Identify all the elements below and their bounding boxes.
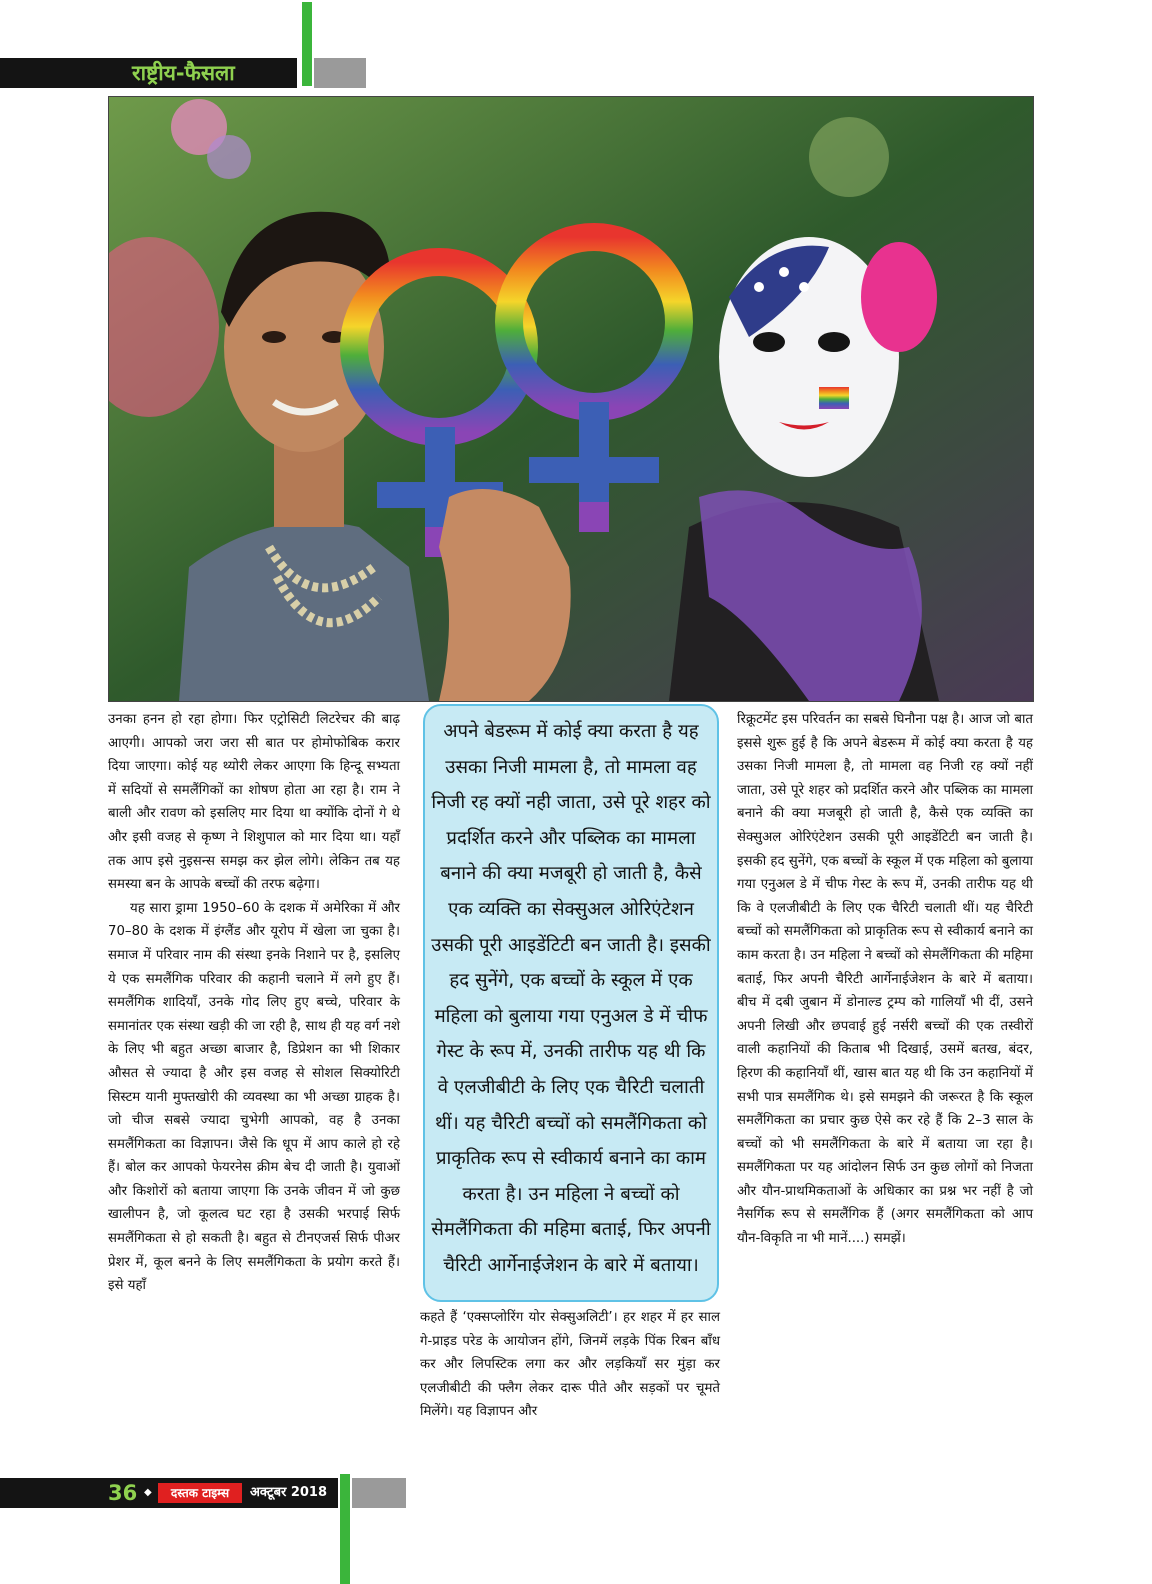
header-gray-block — [314, 58, 366, 88]
magazine-logo: दस्तक टाइम्स — [158, 1483, 242, 1503]
footer-green-stripe — [340, 1474, 350, 1584]
article-column-left — [108, 708, 400, 1298]
article-column-right — [737, 708, 1033, 1251]
header-green-stripe — [302, 2, 312, 86]
footer-gray-block — [352, 1478, 406, 1508]
paragraph: उनका हनन हो रहा होगा। फिर एट्रोसिटी लिटरेचर की बाढ़ आएगी। आपको जरा जरा सी बात पर होमोफोबिक करार दिया जाएगा। कोई यह थ्योरी लेकर आएगा कि हिन्दू सभ्यता में सदियों से समलैंगिकों का शोषण होता आ रहा है। राम ने बाली और रावण को इसलिए मार दिया था क्योंकि दोनों गे थे और इसी वजह से कृष्ण ने शिशुपाल को मार दिया था। यहाँ तक आप इसे नुइसन्स समझ कर झेल लोगे। लेकिन तब यह समस्या बन के आपके बच्चों की तरफ बढ़ेगा। — [108, 712, 400, 893]
issue-date: अक्टूबर 2018 — [250, 1485, 328, 1500]
pull-quote: अपने बेडरूम में कोई क्या करता है यह उसका निजी मामला है, तो मामला वह निजी रह क्यों नही जाता, उसे पूरे शहर को प्रदर्शित करने और पब्लिक का मामला बनाने की क्या मजबूरी हो जाती है, कैसे एक व्यक्ति का सेक्सुअल ओरिएंटेशन उसकी पूरी आइडेंटिटी बन जाती है। इसकी हद सुनेंगे, एक बच्चों के स्कूल में एक महिला को बुलाया गया एनुअल डे में चीफ गेस्ट के रूप में, उनकी तारीफ यह थी कि वे एलजीबीटी के लिए एक चैरिटी चलाती थीं। यह चैरिटी बच्चों को समलैंगिकता को प्राकृतिक रूप से स्वीकार्य बनाने का काम करता है। उन महिला ने बच्चों को सेमलैंगिकता की महिमा बताई, फिर अपनी चैरिटी आर्गेनाईजेशन के बारे में बताया। — [423, 704, 719, 1302]
page-number: 36 — [108, 1481, 138, 1505]
section-label: राष्ट्रीय-फैसला — [132, 61, 235, 85]
paragraph: रिक्रूटमेंट इस परिवर्तन का सबसे घिनौना पक्ष है। आज जो बात इससे शुरू हुई है कि अपने बेडरूम में कोई क्या करता है यह उसका निजी मामला है, तो मामला वह निजी रह क्यों नहीं जाता, उसे पूरे शहर को प्रदर्शित करने और पब्लिक का मामला बनाने की क्या मजबूरी हो जाती है, कैसे एक व्यक्ति का सेक्सुअल ओरिएंटेशन उसकी पूरी आइडेंटिटी बन जाती है। इसकी हद सुनेंगे, एक बच्चों के स्कूल में एक महिला को बुलाया गया एनुअल डे में चीफ गेस्ट के रूप में, उनकी तारीफ यह थी कि वे एलजीबीटी के लिए एक चैरिटी चलाती थीं। यह चैरिटी बच्चों को समलैंगिकता को प्राकृतिक रूप से स्वीकार्य बनाने का काम करता है। उन महिला ने बच्चों को सेमलैंगिकता की महिमा बताई, फिर अपनी चैरिटी आर्गेनाईजेशन के बारे में बताया। बीच में दबी जुबान में डोनाल्ड ट्रम्प को गालियाँ भी दीं, उसने अपनी लिखी और छपवाई हुई नर्सरी बच्चों की एक तस्वीरों वाली कहानियों की किताब भी दिखाई, उसमें बतख, बंदर, हिरण की कहानियाँ थीं, खास बात यह थी कि उन कहानियों में सभी पात्र समलैंगिक थे। इसे समझने की जरूरत है कि स्कूल समलैंगिकता का प्रचार कुछ ऐसे कर रहे हैं कि 2–3 साल के बच्चों को भी समलैंगिकता के बारे में बताया जा रहा है। समलैंगिकता पर यह आंदोलन सिर्फ उन कुछ लोगों को निजता और यौन-प्राथमिकताओं के अधिकार का प्रश्न भर नहीं है जो नैसर्गिक रूप से समलैंगिक हैं (अगर समलैंगिकता को आप यौन-विकृति ना भी मानें....) समझें। — [737, 712, 1033, 1247]
article-column-middle — [420, 1306, 720, 1424]
paragraph: कहते हैं ‘एक्सप्लोरिंग योर सेक्सुअलिटी’। हर शहर में हर साल गे-प्राइड परेड के आयोजन होंगे, जिनमें लड़के पिंक रिबन बाँध कर और लिपस्टिक लगा कर और लड़कियाँ सर मुंड़ा कर एलजीबीटी की फ्लैग लेकर दारू पीते और सड़कों पर चूमते मिलेंगे। यह विज्ञापन और — [420, 1310, 720, 1420]
article-photo — [108, 96, 1034, 702]
paragraph: यह सारा ड्रामा 1950–60 के दशक में अमेरिका में और 70–80 के दशक में इंग्लैंड और यूरोप में खेला जा चुका है। समाज में परिवार नाम की संस्था इनके निशाने पर है, इसलिए ये एक समलैंगिक परिवार की कहानी चलाने में लगे हुए हैं। समलैंगिक शादियाँ, उनके गोद लिए हुए बच्चे, परिवार के समानांतर एक संस्था खड़ी की जा रही है, साथ ही यह वर्ग नशे के लिए भी बहुत अच्छा बाजार है, डिप्रेशन का भी शिकार औसत से ज्यादा है और इस वजह से सोशल सिक्योरिटी सिस्टम यानी मुफ्तखोरी की व्यवस्था का भी अच्छा ग्राहक है। जो चीज सबसे ज्यादा चुभेगी आपको, वह है उनका समलैंगिकता का विज्ञापन। जैसे कि धूप में आप काले हो रहे हैं। बोल कर आपको फेयरनेस क्रीम बेच दी जाती है। युवाओं और किशोरों को बताया जाएगा कि उनके जीवन में जो कुछ खालीपन है, जो कूलत्व घट रहा है उसकी भरपाई सिर्फ समलैंगिकता से हो सकती है। बहुत से टीनएजर्स सिर्फ पीअर प्रेशर में, कूल बनने के लिए समलैंगिकता के प्रयोग करते हैं। इसे यहाँ — [108, 900, 400, 1294]
footer-separator: ◆ — [144, 1487, 152, 1498]
